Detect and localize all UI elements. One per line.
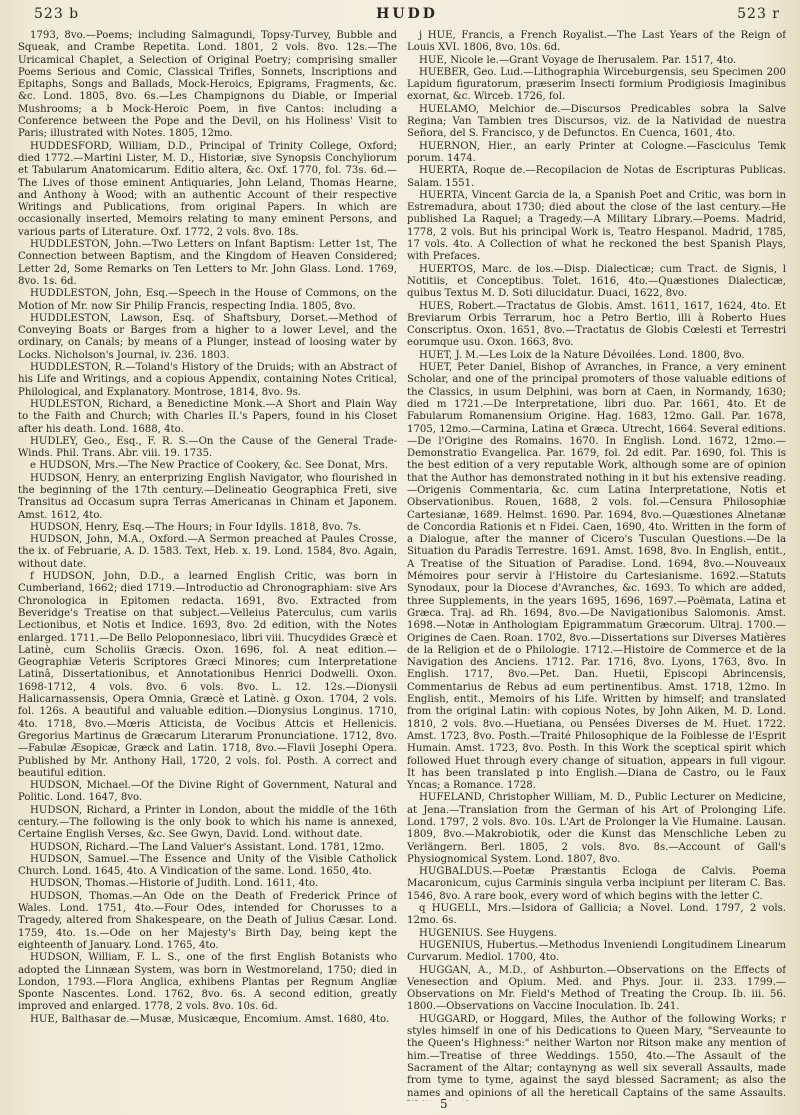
bibliography-entry: e HUDSON, Mrs.—The New Practice of Cookery, &c. See Donat, Mrs.: [30, 460, 389, 472]
bibliography-entry: HUGENIUS, Hubertus.—Methodus Inveniendi Longitudinem Linearum Curvarum. Mediol. 1700, 4to.: [407, 939, 786, 964]
bibliography-entry: HUELAMO, Melchior de.—Discursos Predicables sobra la Salve Regina; Van Tambien tres Discursos, viz. de la Natividad de nuestra Señora, del S. Francisco, y de Defunctos. En Cuenca, 1601, 4to.: [407, 103, 786, 140]
bibliography-entry: HUET, Peter Daniel, Bishop of Avranches, in France, a very eminent Scholar, and one of the principal promoters of those valuable editions of the Classics, in usum Delphini, was born at Caen, in Normandy, 1630; died m 1721.—De Interpretatione, libri duo. Par. 1661, 4to. Et de Fabularum Romanensium Origine. Hag. 1683, 12mo. Gall. Par. 1678, 1705, 12mo.—Carmina, Latina et Græca. Utrecht, 1664. Several editions.—De l'Origine des Romains. 1670. In English. Lond. 1672, 12mo.—Demonstratio Evangelica. Par. 1679, fol. 2d edit. Par. 1690, fol. This is the best edition of a very reputable Work, although some are of opinion that the Author has demonstrated nothing in it but his extensive reading.—Origenis Commentaria, &c. cum Latina Interpretatione, Notis et Observationibus. Rouen, 1688, 2 vols. fol.—Censura Philosophiæ Cartesianæ, 1689. Helmst. 1690. Par. 1694, 8vo.—Quæstiones Alnetanæ de Concordia Rationis et n Fidei. Caen, 1690, 4to. Written in the form of a Dialogue, after the manner of Cicero's Tusculan Questions.—De la Situation du Paradis Terrestre. 1691. Amst. 1698, 8vo. In English, entit., A Treatise of the Situation of Paradise. Lond. 1694, 8vo.—Nouveaux Mémoires pour servir à l'Histoire du Cartesianisme. 1692.—Statuts Synodaux, pour la Diocese d'Avranches, &c. 1693. To which are added, three Supplements, in the years 1695, 1696, 1697.—Poëmata, Latina et Græca. Traj. ad Rh. 1694, 8vo.—De Navigationibus Salomonis. Amst. 1698.—Notæ in Anthologiam Epigrammatum Græcorum. Ultraj. 1700.—Origines de Caen. Roan. 1702, 8vo.—Dissertations sur Diverses Matières de la Religion et de o Philologie. 1712.—Histoire de Commerce et de la Navigation des Anciens. 1712. Par. 1716, 8vo. Lyons, 1763, 8vo. In English. 1717, 8vo.—Pet. Dan. Huetii, Episcopi Abrincensis, Commentarius de Rebus ad eum pertinentibus. Amst. 1718, 12mo. In English, entit., Memoirs of his Life. Written by himself; and translated from the original Latin: with copious Notes, by John Aiken, M. D. Lond. 1810, 2 vols. 8vo.—Huetiana, ou Pensées Diverses de M. Huet. 1722. Amst. 1723, 8vo. Posth.—Traité Philosophique de la Foiblesse de l'Esprit Humain. Amst. 1723, 8vo. Posth. In this Work the sceptical spirit which followed Huet through every change of situation, appears in full vigour. It has been translated p into English.—Diana de Castro, ou le Faux Yncas; a Romance. 1728.: [407, 362, 786, 792]
right-column: [407, 30, 786, 1101]
bibliography-entry: HUDDLESTON, Lawson, Esq. of Shaftsbury, Dorset.—Method of Conveying Boats or Barges from a higher to a lower Level, and the ordinary, on Canals; by means of a Plunger, instead of loosing water by Locks. Nicholson's Journal, iv. 236. 1803.: [18, 312, 397, 361]
bibliography-entry: q HUGELL, Mrs.—Isidora of Gallicia; a Novel. Lond. 1797, 2 vols. 12mo. 6s.: [407, 903, 786, 927]
signature-mark: 5: [440, 1097, 448, 1111]
running-title: HUDD: [376, 6, 438, 22]
bibliography-entry: HUGENIUS. See Huygens.: [419, 927, 557, 939]
bibliography-entry: HUERTOS, Marc. de los.—Disp. Dialecticæ; cum Tract. de Signis, l Notitiis, et Conceptibus. Tolet. 1616, 4to.—Quæstiones Dialecticæ, quibus Textus M. D. Soti dilucidatur. Duaci, 1622, 8vo.: [407, 263, 786, 300]
bibliography-entry: HUEBER, Geo. Lud.—Lithographia Wirceburgensis, seu Specimen 200 Lapidum figuratorum, præserim Insecti formium Prodigiosis Imaginibus exornat, &c. Wirceb. 1726, fol.: [407, 66, 786, 103]
bibliography-entry: HUDSON, William, F. L. S., one of the first English Botanists who adopted the Linnæan System, was born in Westmoreland, 1750; died in London, 1793.—Flora Anglica, exhibens Plantas per Regnum Angliæ Sponte Nascentes. Lond. 1762, 8vo. 6s. A second edition, greatly improved and enlarged. 1778, 2 vols. 8vo. 10s. 6d.: [18, 952, 397, 1013]
page-header: [34, 6, 780, 26]
bibliography-entry: f HUDSON, John, D.D., a learned English Critic, was born in Cumberland, 1662; died 1719.—Introductio ad Chronographiam: sive Ars Chronologica in Epitomen redacta. 1691, 8vo. Extracted from Beveridge's Treatise on that subject.—Velleius Paterculus, cum variis Lectionibus, et Notis et Indice. 1693, 8vo. 2d edition, with the Notes enlarged. 1711.—De Bello Peloponnesiaco, libri viii. Thucydides Græcè et Latinè, cum Scholiis Græcis. Oxon. 1696, fol. A neat edition.—Geographiæ Veteris Scriptores Græci Minores; cum Interpretatione Latinâ, Dissertationibus, et Annotationibus Henrici Dodwelli. Oxon. 1698-1712, 4 vols. 8vo. 6 vols. 8vo. L. 12. 12s.—Dionysii Halicarnassensis, Opera Omnia, Græcè et Latinè. g Oxon. 1704, 2 vols. fol. 126s. A beautiful and valuable edition.—Dionysius Longinus. 1710, 4to. 1718, 8vo.—Mœris Atticista, de Vocibus Attcis et Hellenicis. Gregorius Martinus de Græcarum Literarum Pronunciatione. 1712, 8vo.—Fabulæ Æsopicæ, Græck and Latin. 1718, 8vo.—Flavii Josephi Opera. Published by Mr. Anthony Hall, 1720, 2 vols. fol. Posth. A correct and beautiful edition.: [18, 571, 397, 779]
bibliography-entry: HUERTA, Roque de.—Recopilacion de Notas de Escripturas Publicas. Salam. 1551.: [407, 165, 786, 189]
bibliography-entry: HUE, Balthasar de.—Musæ, Musicæque, Encomium. Amst. 1680, 4to.: [30, 1013, 390, 1025]
bibliography-entry: HUDSON, Henry, Esq.—The Hours; in Four Idylls. 1818, 8vo. 7s.: [30, 521, 362, 533]
bibliography-entry: HUDLESTON, Richard, a Benedictine Monk.—A Short and Plain Way to the Faith and Church; with Charles II.'s Papers, found in his Closet after his death. Lond. 1688, 4to.: [18, 398, 397, 435]
bibliography-entry: HUDSON, Thomas.—An Ode on the Death of Frederick Prince of Wales. Lond. 1751, 4to.—Four Odes, intended for Chorusses to a Tragedy, altered from Shakespeare, on the Death of Julius Cæsar. Lond. 1759, 4to. 1s.—Ode on her Majesty's Birth Day, being kept the eighteenth of January. Lond. 1765, 4to.: [18, 890, 397, 951]
bibliography-entry: HUDSON, Samuel.—The Essence and Unity of the Visible Catholick Church. Lond. 1645, 4to. A Vindication of the same. Lond. 1650, 4to.: [18, 853, 397, 878]
bibliography-entry: HUET, J. M.—Les Loix de la Nature Dévoilées. Lond. 1800, 8vo.: [419, 349, 745, 361]
bibliography-entry: HUDSON, Henry, an enterprizing English Navigator, who flourished in the beginning of the 17th century.—Delineatio Geographica Freti, sive Transitus ad Occasum supra Terras Americanas in Chinam et Japonem. Amst. 1612, 4to.: [18, 472, 397, 521]
text-columns: [18, 30, 786, 1101]
bibliography-entry: 1793, 8vo.—Poems; including Salmagundi, Topsy-Turvey, Bubble and Squeak, and Crambe Repetita. Lond. 1801, 2 vols. 8vo. 12s.—The Uricamical Chaplet, a Selection of Original Poetry; comprising smaller Poems Serious and Comic, Classical Trifles, Sonnets, Inscriptions and Epitaphs, Songs and Ballads, Mock-Heroics, Epigrams, Fragments, &c. &c. Lond. 1805, 8vo. 6s.—Les Champignons du Diable, or Imperial Mushrooms; a b Mock-Heroic Poem, in five Cantos: including a Conference between the Pope and the Devil, on his Holiness' Visit to Paris; illustrated with Notes. 1805, 12mo.: [18, 30, 397, 140]
bibliography-entry: HUGBALDUS.—Poetæ Præstantis Ecloga de Calvis. Poema Macaronicum, cujus Carminis singula verba incipiunt per literam C. Bas. 1546, 8vo. A rare book, every word of which begins with the letter C.: [407, 866, 786, 902]
bibliography-entry: HUDSON, Michael.—Of the Divine Right of Government, Natural and Politic. Lond. 1647, 8vo.: [18, 780, 397, 804]
bibliography-entry: HUDLEY, Geo., Esq., F. R. S.—On the Cause of the General Trade-Winds. Phil. Trans. Abr. viii. 19. 1735.: [18, 435, 397, 460]
bibliography-entry: HUDDLESTON, John.—Two Letters on Infant Baptism: Letter 1st, The Connection between Baptism, and the Kingdom of Heaven Considered; Letter 2d, Some Remarks on Ten Letters to Mr. John Glass. Lond. 1769, 8vo. 1s. 6d.: [18, 239, 397, 287]
bibliography-entry: HUE, Nicole le.—Grant Voyage de Iherusalem. Par. 1517, 4to.: [419, 54, 737, 66]
bibliography-entry: HUERTA, Vincent Garcia de la, a Spanish Poet and Critic, was born in Estremadura, about 1730; died about the close of the last century.—He published La Raquel; a Tragedy.—A Military Library.—Poems. Madrid, 1778, 2 vols. But his principal Work is, Teatro Hespanol. Madrid, 1785, 17 vols. 4to. A Collection of what he reckoned the best Spanish Plays, with Prefaces.: [407, 189, 786, 263]
left-column: [18, 30, 397, 1101]
bibliography-entry: HUDDLESTON, R.—Toland's History of the Druids; with an Abstract of his Life and Writings, and a copious Appendix, containing Notes Critical, Philological, and Explanatory. Montrose, 1814, 8vo. 9s.: [18, 362, 397, 398]
bibliography-entry: HUFELAND, Christopher William, M. D., Public Lecturer on Medicine, at Jena.—Translation from the German of his Art of Prolonging Life. Lond. 1797, 2 vols. 8vo. 10s. L'Art de Prolonger la Vie Humaine. Lausan. 1809, 8vo.—Makrobiotik, oder die Kunst das Menschliche Leben zu Verlängern. Berl. 1805, 2 vols. 8vo. 8s.—Account of Gall's Physiognomical System. Lond. 1807, 8vo.: [407, 792, 786, 865]
bibliography-entry: HUES, Robert.—Tractatus de Globis. Amst. 1611, 1617, 1624, 4to. Et Breviarum Orbis Terrarum, hoc a Petro Bertio, illi à Roberto Hues Conscriptus. Oxon. 1651, 8vo.—Tractatus de Globis Cœlesti et Terrestri eorumque usu. Oxon. 1663, 8vo.: [407, 300, 786, 349]
bibliography-entry: HUERNON, Hier., an early Printer at Cologne.—Fasciculus Temk porum. 1474.: [407, 140, 786, 164]
bibliography-entry: j HUE, Francis, a French Royalist.—The Last Years of the Reign of Louis XVI. 1806, 8vo. 10s. 6d.: [407, 30, 786, 54]
bibliography-entry: HUDSON, Richard.—The Land Valuer's Assistant. Lond. 1781, 12mo.: [30, 841, 385, 853]
bibliography-entry: HUDDESFORD, William, D.D., Principal of Trinity College, Oxford; died 1772.—Martini Lister, M. D., Historiæ, sive Synopsis Conchyliorum et Tabularum Anatomicarum. Editio altera, &c. Oxf. 1770, fol. 73s. 6d.—The Lives of those eminent Antiquaries, John Leland, Thomas Hearne, and Anthony à Wood; with an authentic Account of their respective Writings and Publications, from original Papers. In which are occasionally inserted, Memoirs relating to many eminent Persons, and various parts of Literature. Oxf. 1772, 2 vols. 8vo. 18s.: [18, 140, 397, 238]
bibliography-entry: HUDSON, Thomas.—Historie of Judith. Lond. 1611, 4to.: [30, 878, 319, 890]
bibliography-entry: HUDSON, Richard, a Printer in London, about the middle of the 16th century.—The following is the only book to which his name is annexed, Certaine English Verses, &c. See Gwyn, David. Lond. without date.: [18, 804, 397, 841]
page-number-right: 523 r: [737, 6, 780, 22]
bibliography-entry: HUGGARD, or Hoggard, Miles, the Author of the following Works; r styles himself in one of his Dedications to Queen Mary, "Serveaunte to the Queen's Highness:" neither Warton nor Ritson make any mention of him.—Treatise of three Weddings. 1550, 4to.—The Assault of the Sacrament of the Altar; contaynyng as well six severall Assaults, made from tyme to tyme, against the sayd blessed Sacrament; as also the names and opinions of all the hereticall Captains of the same Assaults.: [407, 1013, 786, 1099]
bibliography-entry: HUDDLESTON, John, Esq.—Speech in the House of Commons, on the Motion of Mr. now Sir Philip Francis, respecting India. 1805, 8vo.: [18, 288, 397, 312]
bibliography-entry: HUGGAN, A., M.D., of Ashburton.—Observations on the Effects of Venesection and Opium. Med. and Phys. Jour. ii. 233. 1799.—Observations on Mr. Field's Method of Treating the Croup. Ib. iii. 56. 1800.—Observations on Vaccine Inoculation. Ib. 241.: [407, 964, 786, 1013]
page-number-left: 523 b: [34, 6, 80, 22]
bibliography-entry: HUDSON, John, M.A., Oxford.—A Sermon preached at Paules Crosse, the ix. of Februarie, A. D. 1583. Text, Heb. x. 19. Lond. 1584, 8vo. Again, without date.: [18, 534, 397, 570]
